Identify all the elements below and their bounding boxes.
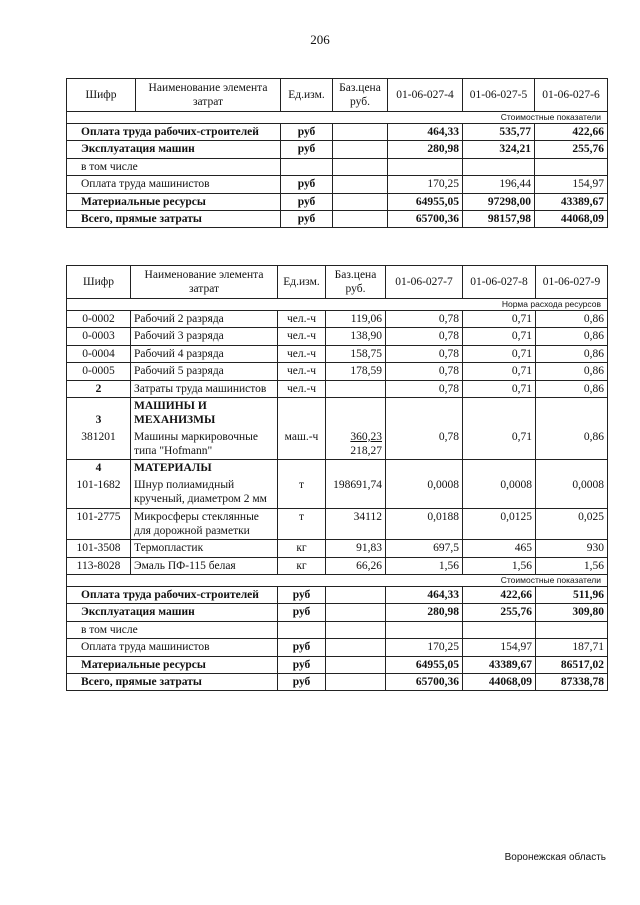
cost-name: Всего, прямые затраты (67, 673, 278, 690)
cost-name: Материальные ресурсы (67, 656, 278, 673)
value-cell: 0,86 (536, 363, 608, 380)
code-cell: 0-0005 (67, 363, 131, 380)
value-cell: 464,33 (386, 587, 463, 604)
col-header: 01-06-027-5 (463, 79, 535, 112)
value-cell: 97298,00 (463, 193, 535, 210)
price-cell: 178,59 (326, 363, 386, 380)
value-cell: 154,97 (463, 639, 536, 656)
unit-cell: руб (281, 210, 333, 227)
table-row (67, 540, 608, 557)
price-cell (333, 141, 388, 158)
col-header: 01-06-027-9 (536, 266, 608, 299)
price-cell: 66,26 (326, 557, 386, 574)
unit-cell: чел.-ч (278, 328, 326, 345)
group-row (67, 397, 608, 428)
unit-cell: чел.-ч (278, 311, 326, 328)
table-row (67, 477, 608, 508)
cost-name: Оплата труда машинистов (67, 639, 278, 656)
section-label: Стоимостные показатели (67, 112, 608, 124)
price-cell: 198691,74 (326, 477, 386, 508)
value-cell (463, 158, 535, 175)
value-cell: 98157,98 (463, 210, 535, 227)
code-cell: 0-0003 (67, 328, 131, 345)
col-header: 01-06-027-6 (535, 79, 608, 112)
value-cell (536, 621, 608, 638)
name-cell: Машины маркировочные типа "Hofmann" (131, 429, 278, 460)
price-cell (333, 158, 388, 175)
group-name: МАШИНЫ И МЕХАНИЗМЫ (131, 397, 278, 428)
value-cell: 170,25 (386, 639, 463, 656)
unit-cell (281, 158, 333, 175)
value-cell: 187,71 (536, 639, 608, 656)
cost-name: Оплата труда рабочих-строителей (67, 124, 281, 141)
cost-name: Оплата труда рабочих-строителей (67, 587, 278, 604)
col-header: Ед.изм. (278, 266, 326, 299)
price-cell (333, 193, 388, 210)
price-cell (333, 124, 388, 141)
price-cell (326, 380, 386, 397)
value-cell: 280,98 (386, 604, 463, 621)
price-cell: 34112 (326, 508, 386, 540)
value-cell: 43389,67 (535, 193, 608, 210)
value-cell: 1,56 (386, 557, 463, 574)
table-row (67, 557, 608, 574)
region-footer: Воронежская область (504, 852, 606, 863)
value-cell: 0,78 (386, 363, 463, 380)
unit-cell: кг (278, 540, 326, 557)
group-code: 4 (67, 460, 131, 477)
name-cell: Эмаль ПФ-115 белая (131, 557, 278, 574)
value-cell: 1,56 (463, 557, 536, 574)
value-cell: 170,25 (388, 176, 463, 193)
value-cell: 0,025 (536, 508, 608, 540)
price-cell (326, 587, 386, 604)
value-cell: 422,66 (463, 587, 536, 604)
col-header: Наименование элемента затрат (136, 79, 281, 112)
col-header: 01-06-027-7 (386, 266, 463, 299)
section-row (67, 575, 608, 587)
value-cell: 697,5 (386, 540, 463, 557)
value-cell: 535,77 (463, 124, 535, 141)
col-header: Наименование элемента затрат (131, 266, 278, 299)
value-cell: 44068,09 (463, 673, 536, 690)
cost-row (67, 587, 608, 604)
cost-row (67, 604, 608, 621)
value-cell: 196,44 (463, 176, 535, 193)
value-cell: 0,0008 (463, 477, 536, 508)
cost-row (67, 124, 608, 141)
value-cell: 0,78 (386, 429, 463, 460)
table-row (67, 311, 608, 328)
unit-cell: т (278, 477, 326, 508)
value-cell: 0,0188 (386, 508, 463, 540)
cost-row (67, 210, 608, 227)
name-cell: Рабочий 5 разряда (131, 363, 278, 380)
value-cell: 0,71 (463, 345, 536, 362)
value-cell: 280,98 (388, 141, 463, 158)
price-cell: 158,75 (326, 345, 386, 362)
unit-cell: руб (278, 673, 326, 690)
col-header: 01-06-027-8 (463, 266, 536, 299)
table-row (67, 328, 608, 345)
col-header: Баз.цена руб. (333, 79, 388, 112)
unit-cell: кг (278, 557, 326, 574)
group-row (67, 460, 608, 477)
cost-name: Всего, прямые затраты (67, 210, 281, 227)
section-label: Норма расхода ресурсов (67, 299, 608, 311)
value-cell: 0,86 (536, 429, 608, 460)
price-cell (333, 210, 388, 227)
value-cell: 930 (536, 540, 608, 557)
value-cell: 154,97 (535, 176, 608, 193)
code-cell: 101-2775 (67, 508, 131, 540)
value-cell: 422,66 (535, 124, 608, 141)
col-header: Баз.цена руб. (326, 266, 386, 299)
value-cell: 0,78 (386, 311, 463, 328)
col-header: Шифр (67, 79, 136, 112)
cost-row (67, 621, 608, 638)
cost-table-1 (66, 78, 608, 228)
unit-cell: руб (281, 141, 333, 158)
name-cell: Рабочий 3 разряда (131, 328, 278, 345)
value-cell: 0,0008 (536, 477, 608, 508)
price-cell (326, 429, 386, 460)
price-cell (326, 604, 386, 621)
value-cell: 0,71 (463, 429, 536, 460)
unit-cell: руб (281, 193, 333, 210)
cost-row (67, 639, 608, 656)
price-cell: 91,83 (326, 540, 386, 557)
table-row (67, 363, 608, 380)
code-cell: 0-0002 (67, 311, 131, 328)
table-header-row (67, 266, 608, 299)
col-header: Шифр (67, 266, 131, 299)
value-cell: 0,86 (536, 380, 608, 397)
price-cell: 138,90 (326, 328, 386, 345)
price-value: 360,23 (350, 430, 382, 443)
price-value-alt: 218,27 (350, 445, 382, 457)
value-cell: 324,21 (463, 141, 535, 158)
col-header: 01-06-027-4 (388, 79, 463, 112)
code-cell: 113-8028 (67, 557, 131, 574)
cost-row (67, 158, 608, 175)
value-cell: 0,0125 (463, 508, 536, 540)
value-cell (535, 158, 608, 175)
value-cell: 65700,36 (388, 210, 463, 227)
unit-cell: чел.-ч (278, 380, 326, 397)
price-cell (333, 176, 388, 193)
code-cell: 101-1682 (67, 477, 131, 508)
value-cell: 65700,36 (386, 673, 463, 690)
cost-name: Оплата труда машинистов (67, 176, 281, 193)
cost-row (67, 673, 608, 690)
unit-cell: маш.-ч (278, 429, 326, 460)
value-cell (386, 621, 463, 638)
table-row (67, 429, 608, 460)
unit-cell: т (278, 508, 326, 540)
value-cell: 0,78 (386, 380, 463, 397)
value-cell: 87338,78 (536, 673, 608, 690)
cost-name: в том числе (67, 158, 281, 175)
value-cell: 0,71 (463, 380, 536, 397)
section-row (67, 299, 608, 311)
cost-row (67, 141, 608, 158)
table-row (67, 508, 608, 540)
unit-cell: руб (281, 124, 333, 141)
cost-row (67, 193, 608, 210)
value-cell (388, 158, 463, 175)
value-cell: 64955,05 (386, 656, 463, 673)
code-cell: 0-0004 (67, 345, 131, 362)
value-cell (463, 621, 536, 638)
value-cell: 0,78 (386, 345, 463, 362)
value-cell: 43389,67 (463, 656, 536, 673)
table-header-row (67, 79, 608, 112)
value-cell: 0,86 (536, 345, 608, 362)
cost-row (67, 656, 608, 673)
cost-name: Эксплуатация машин (67, 141, 281, 158)
name-cell: Шнур полиамидный крученый, диаметром 2 мм (131, 477, 278, 508)
value-cell: 255,76 (535, 141, 608, 158)
value-cell: 0,86 (536, 311, 608, 328)
cost-row (67, 176, 608, 193)
value-cell: 465 (463, 540, 536, 557)
name-cell: Затраты труда машинистов (131, 380, 278, 397)
value-cell: 0,71 (463, 328, 536, 345)
name-cell: Термопластик (131, 540, 278, 557)
unit-cell: руб (278, 656, 326, 673)
section-row (67, 112, 608, 124)
cost-name: Эксплуатация машин (67, 604, 278, 621)
name-cell: Рабочий 2 разряда (131, 311, 278, 328)
value-cell: 464,33 (388, 124, 463, 141)
table-row (67, 380, 608, 397)
unit-cell: руб (278, 587, 326, 604)
unit-cell: чел.-ч (278, 345, 326, 362)
unit-cell (278, 621, 326, 638)
code-cell: 101-3508 (67, 540, 131, 557)
cost-name: в том числе (67, 621, 278, 638)
unit-cell: руб (278, 604, 326, 621)
price-cell (326, 621, 386, 638)
unit-cell: руб (278, 639, 326, 656)
cost-name: Материальные ресурсы (67, 193, 281, 210)
code-cell: 381201 (67, 429, 131, 460)
group-code: 3 (67, 397, 131, 428)
price-cell (326, 639, 386, 656)
page-number: 206 (310, 32, 330, 47)
value-cell: 0,71 (463, 311, 536, 328)
value-cell: 255,76 (463, 604, 536, 621)
section-label: Стоимостные показатели (67, 575, 608, 587)
table-row (67, 345, 608, 362)
code-cell: 2 (67, 380, 131, 397)
unit-cell: руб (281, 176, 333, 193)
value-cell: 86517,02 (536, 656, 608, 673)
value-cell: 1,56 (536, 557, 608, 574)
name-cell: Рабочий 4 разряда (131, 345, 278, 362)
group-name: МАТЕРИАЛЫ (131, 460, 278, 477)
value-cell: 44068,09 (535, 210, 608, 227)
value-cell: 0,78 (386, 328, 463, 345)
value-cell: 0,71 (463, 363, 536, 380)
price-cell: 119,06 (326, 311, 386, 328)
cost-table-2 (66, 265, 608, 691)
value-cell: 0,86 (536, 328, 608, 345)
price-cell (326, 673, 386, 690)
value-cell: 511,96 (536, 587, 608, 604)
col-header: Ед.изм. (281, 79, 333, 112)
price-cell (326, 656, 386, 673)
value-cell: 0,0008 (386, 477, 463, 508)
unit-cell: чел.-ч (278, 363, 326, 380)
value-cell: 64955,05 (388, 193, 463, 210)
value-cell: 309,80 (536, 604, 608, 621)
name-cell: Микросферы стеклянные для дорожной разметки (131, 508, 278, 540)
